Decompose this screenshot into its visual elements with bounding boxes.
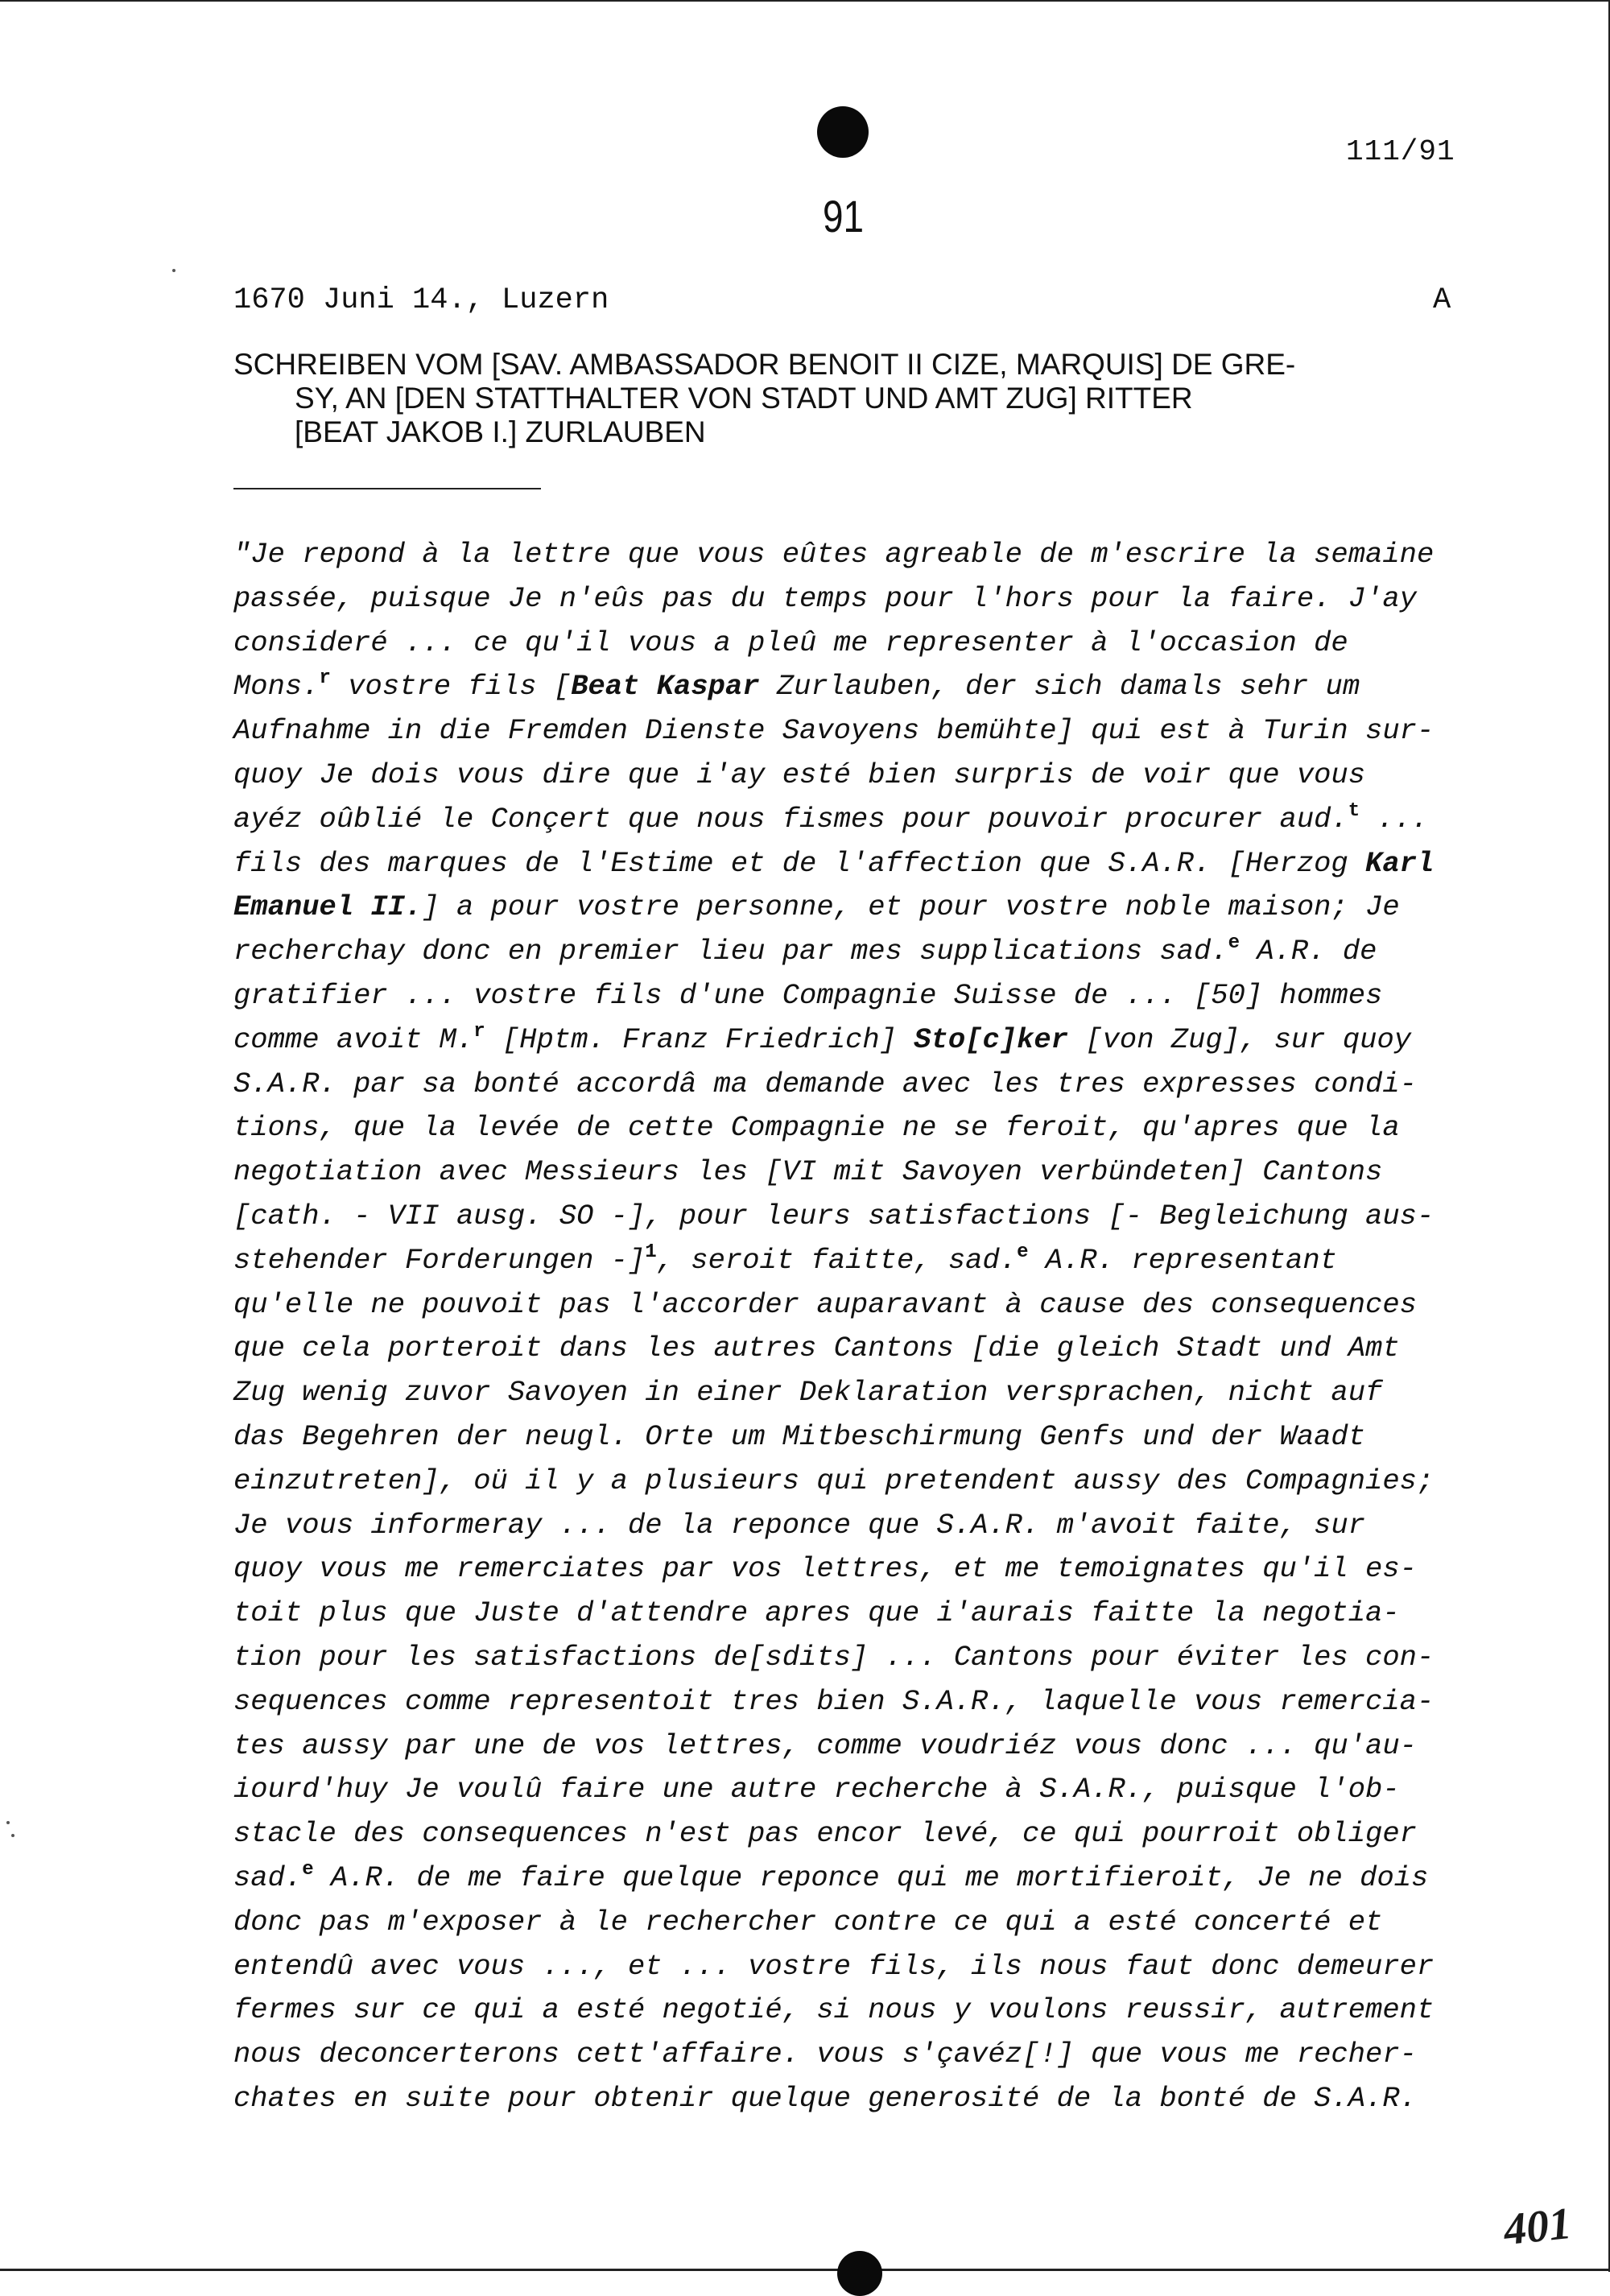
text-run: Aufnahme in die Fremden Dienste Savoyens bemühte] qui est à Turin sur- <box>233 714 1435 748</box>
body-line <box>233 1415 1465 1460</box>
punch-hole-top <box>817 106 869 158</box>
body-line <box>233 974 1465 1018</box>
superscript: r <box>473 1020 485 1043</box>
text-run: stehender Forderungen -] <box>233 1243 646 1277</box>
superscript: 1 <box>645 1241 657 1263</box>
text-run: toit plus que Juste d'attendre apres que i'aurais faitte la negotia- <box>233 1596 1400 1630</box>
text-run: "Je repond à la lettre que vous eûtes agreable de m'escrire la semaine <box>233 538 1435 571</box>
text-run: ... <box>1360 802 1429 836</box>
body-line <box>233 886 1465 930</box>
body-line <box>233 1592 1465 1636</box>
text-run: A.R. de <box>1240 935 1377 968</box>
body-line <box>233 1988 1465 2033</box>
text-run: A.R. representant <box>1028 1243 1337 1277</box>
text-run: vostre fils [ <box>330 670 572 704</box>
date-place: 1670 Juni 14., Luzern <box>233 283 609 317</box>
text-run: donc pas m'exposer à le rechercher contre ce qui a esté concerté et <box>233 1905 1383 1939</box>
body-line <box>233 1063 1465 1107</box>
heading-line: SY, AN [DEN STATTHALTER VON STADT UND AMT ZUG] RITTER <box>295 382 1193 415</box>
scan-speck <box>6 1821 10 1824</box>
text-run: nous deconcerterons cett'affaire. vous s'çavéz[!] que vous me recher- <box>233 2038 1417 2071</box>
body-line <box>233 2033 1465 2077</box>
document-reference: 111/91 <box>1346 135 1455 168</box>
letter-body <box>233 533 1465 2121</box>
bold-name: Sto[c]ker <box>914 1022 1068 1056</box>
text-run: das Begehren der neugl. Orte um Mitbeschirmung Genfs und der Waadt <box>233 1419 1366 1453</box>
body-line <box>233 1547 1465 1592</box>
superscript: e <box>1228 932 1241 955</box>
text-run: iourd'huy Je voulû faire une autre recherche à S.A.R., puisque l'ob- <box>233 1773 1400 1807</box>
text-run: sad. <box>233 1860 303 1894</box>
text-run: [Hptm. Franz Friedrich] <box>485 1022 914 1056</box>
text-run: [cath. - VII ausg. SO -], pour leurs satisfactions [- Begleichung aus- <box>233 1199 1435 1233</box>
body-line <box>233 1901 1465 1945</box>
text-run: Zurlauben, der sich damals sehr um <box>759 670 1360 704</box>
text-run: Je vous informeray ... de la reponce que S.A.R. m'avoit faite, sur <box>233 1508 1366 1542</box>
body-line <box>233 1856 1465 1901</box>
scan-speck <box>172 269 175 272</box>
scan-speck <box>11 1834 14 1837</box>
text-run: sequences comme representoit tres bien S.A.R., laquelle vous remercia- <box>233 1684 1435 1718</box>
text-run: fermes sur ce qui a esté negotié, si nous y voulons reussir, autrement <box>233 1993 1435 2027</box>
body-line <box>233 1195 1465 1239</box>
body-line <box>233 1768 1465 1812</box>
text-run: tes aussy par une de vos lettres, comme voudriéz vous donc ... qu'au- <box>233 1728 1417 1762</box>
handwritten-archive-number: 401 <box>1501 2198 1575 2256</box>
body-line <box>233 754 1465 798</box>
heading-line: SCHREIBEN VOM [SAV. AMBASSADOR BENOIT II CIZE, MARQUIS] DE GRE- <box>233 348 1296 381</box>
text-run: quoy vous me remerciates par vos lettres, et me temoignates qu'il es- <box>233 1552 1417 1586</box>
text-run: stacle des consequences n'est pas encor levé, ce qui pourroit obliger <box>233 1817 1417 1851</box>
text-run: comme avoit M. <box>233 1022 474 1056</box>
bold-name: Emanuel II. <box>233 890 423 924</box>
text-run: tion pour les satisfactions de[sdits] ... Cantons pour éviter les con- <box>233 1640 1435 1674</box>
body-line <box>233 1018 1465 1063</box>
text-run: recherchay donc en premier lieu par mes supplications sad. <box>233 935 1228 968</box>
separator-rule <box>233 488 541 489</box>
scan-border-bottom <box>0 2269 1610 2271</box>
text-run: ayéz oûblié le Conçert que nous fismes pour pouvoir procurer aud. <box>233 802 1348 836</box>
text-run: que cela porteroit dans les autres Cantons [die gleich Stadt und Amt <box>233 1332 1400 1365</box>
text-run: gratifier ... vostre fils d'une Compagnie Suisse de ... [50] hommes <box>233 978 1383 1012</box>
body-line <box>233 1504 1465 1548</box>
body-line <box>233 621 1465 666</box>
text-run: S.A.R. par sa bonté accordâ ma demande avec les tres expresses condi- <box>233 1067 1417 1101</box>
body-line <box>233 930 1465 974</box>
superscript: r <box>319 667 331 690</box>
text-run: quoy Je dois vous dire que i'ay esté bien surpris de voir que vous <box>233 758 1366 791</box>
punch-hole-bottom <box>837 2251 882 2296</box>
superscript: t <box>1348 799 1360 822</box>
body-line <box>233 1680 1465 1724</box>
body-line <box>233 1239 1465 1283</box>
body-line <box>233 798 1465 842</box>
body-line <box>233 1724 1465 1769</box>
heading-line: [BEAT JAKOB I.] ZURLAUBEN <box>295 415 706 448</box>
text-run: qu'elle ne pouvoit pas l'accorder auparavant à cause des consequences <box>233 1287 1417 1321</box>
body-line <box>233 1812 1465 1856</box>
body-line <box>233 1460 1465 1504</box>
bold-name: Beat Kaspar <box>571 670 760 704</box>
body-line <box>233 1106 1465 1150</box>
body-line <box>233 665 1465 709</box>
text-run: negotiation avec Messieurs les [VI mit Savoyen verbündeten] Cantons <box>233 1155 1383 1189</box>
text-run: fils des marques de l'Estime et de l'affection que S.A.R. [Herzog <box>233 846 1366 880</box>
text-run: passée, puisque Je n'eûs pas du temps pour l'hors pour la faire. J'ay <box>233 581 1417 615</box>
body-line <box>233 709 1465 754</box>
body-line <box>233 1945 1465 1989</box>
scan-border-top <box>0 0 1610 2</box>
body-line <box>233 1150 1465 1195</box>
text-run: [von Zug], sur quoy <box>1067 1022 1412 1056</box>
text-run: A.R. de me faire quelque reponce qui me mortifieroit, Je ne dois <box>313 1860 1429 1894</box>
body-line <box>233 1636 1465 1680</box>
document-heading <box>233 348 1295 449</box>
text-run: consideré ... ce qu'il vous a pleû me representer à l'occasion de <box>233 626 1348 659</box>
text-run: ] a pour vostre personne, et pour vostre noble maison; Je <box>422 890 1400 924</box>
superscript: e <box>1017 1241 1029 1263</box>
text-run: tions, que la levée de cette Compagnie ne se feroit, qu'apres que la <box>233 1111 1400 1145</box>
text-run: chates en suite pour obtenir quelque generosité de la bonté de S.A.R. <box>233 2081 1417 2115</box>
bold-name: Karl <box>1365 846 1435 880</box>
document-number: 91 <box>823 191 865 242</box>
text-run: Mons. <box>233 670 320 704</box>
text-run: entendû avec vous ..., et ... vostre fils, ils nous faut donc demeurer <box>233 1949 1435 1983</box>
superscript: e <box>302 1858 314 1881</box>
text-run: einzutreten], oü il y a plusieurs qui pretendent aussy des Compagnies; <box>233 1464 1435 1497</box>
body-line <box>233 842 1465 886</box>
grade-letter: A <box>1433 283 1451 317</box>
text-run: , seroit faitte, sad. <box>656 1243 1018 1277</box>
body-line <box>233 2077 1465 2121</box>
body-line <box>233 1283 1465 1328</box>
text-run: Zug wenig zuvor Savoyen in einer Deklaration versprachen, nicht auf <box>233 1376 1383 1410</box>
body-line <box>233 1371 1465 1415</box>
body-line <box>233 577 1465 621</box>
body-line <box>233 1327 1465 1371</box>
body-line <box>233 533 1465 577</box>
